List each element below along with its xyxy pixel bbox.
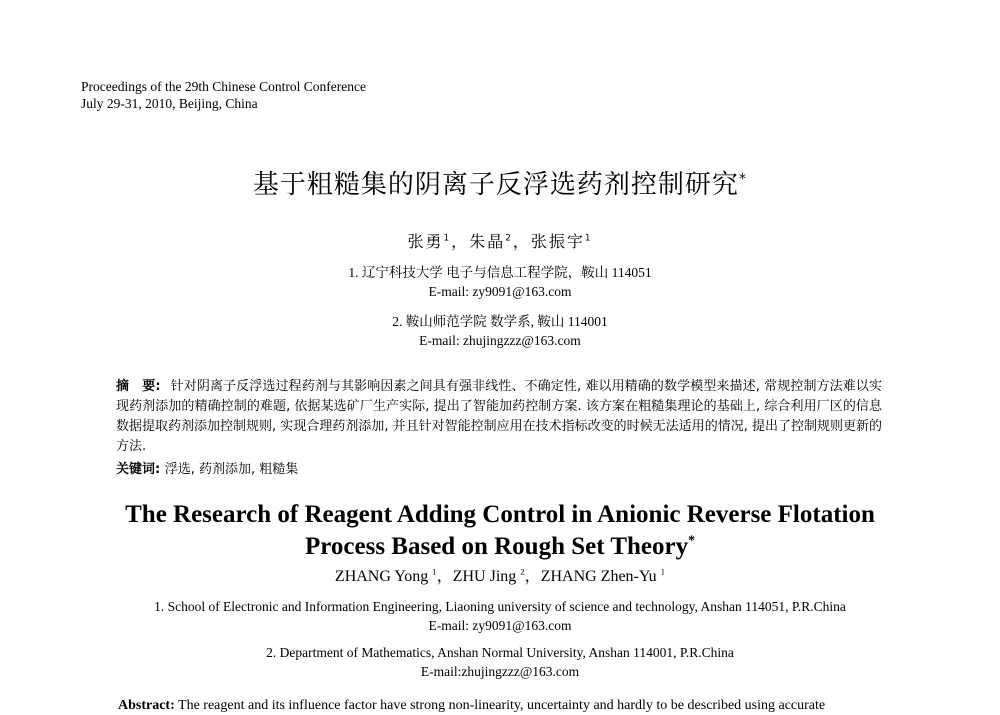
chinese-keywords: 关键词: 浮选, 药剂添加, 粗糙集 xyxy=(116,462,299,477)
abstract-text: 针对阴离子反浮选过程药剂与其影响因素之间具有强非线性、不确定性, 难以用精确的数学模型来描述, 常规控制方法难以实现药剂添加的精确控制的难题, 依据某选矿厂生产实际, 提出了智能加药控制方案. 该方案在粗糙集理论的基础上, 综合利用厂区的信息数据提取药剂添加控制规则, 实现合理药剂添加, 并且针对智能控制应用在技术指标改变的时候无法适用的情况, 提出了控制规则更新的方法. xyxy=(116,379,882,454)
keywords-text: 浮选, 药剂添加, 粗糙集 xyxy=(164,462,299,477)
english-authors xyxy=(0,563,1000,586)
author-name: ZHANG Zhen-Yu xyxy=(540,568,657,585)
english-affiliation-2 xyxy=(0,643,1000,681)
english-title-line-2: Process Based on Rough Set Theory xyxy=(304,533,689,560)
affiliation-email: E-mail: zy9091@163.com xyxy=(428,618,572,633)
affiliation-text: 1. School of Electronic and Information Engineering, Liaoning university of science and technology, Anshan 114051, P.R.China xyxy=(154,599,846,614)
chinese-affiliation-1 xyxy=(0,263,1000,301)
author-affiliation-mark: 1 xyxy=(584,233,593,244)
title-footnote-mark: * xyxy=(738,171,748,188)
author-affiliation-mark: 2 xyxy=(520,566,525,577)
abstract-label: Abstract: xyxy=(118,698,175,713)
affiliation-email: E-mail: zhujingzzz@163.com xyxy=(419,333,581,348)
conference-header xyxy=(81,78,366,112)
author-affiliation-mark: 1 xyxy=(660,566,666,577)
conference-date-location: July 29-31, 2010, Beijing, China xyxy=(81,96,258,111)
affiliation-email: E-mail:zhujingzzz@163.com xyxy=(420,664,580,679)
author-affiliation-mark: 2 xyxy=(505,233,513,244)
author-name: 张振宇 xyxy=(530,232,585,251)
author-separator: ， xyxy=(436,568,453,585)
chinese-title xyxy=(0,164,1000,201)
affiliation-email: E-mail: zy9091@163.com xyxy=(428,284,572,299)
author-name: 朱晶 xyxy=(469,232,506,251)
title-footnote-mark: * xyxy=(688,532,695,548)
author-separator: ， xyxy=(451,232,470,251)
author-affiliation-mark: 1 xyxy=(443,233,452,244)
author-separator: ， xyxy=(512,232,531,251)
author-name: 张勇 xyxy=(407,232,444,251)
affiliation-text: 2. 鞍山师范学院 数学系, 鞍山 114001 xyxy=(392,314,608,329)
abstract-label: 摘 要 xyxy=(116,379,156,394)
english-title-line-1: The Research of Reagent Adding Control in Anionic Reverse Flotation xyxy=(125,501,875,528)
abstract-text: The reagent and its influence factor have strong non-linearity, uncertainty and hardly to be described using accurate xyxy=(178,698,826,713)
author-name: ZHU Jing xyxy=(452,568,517,585)
english-title xyxy=(0,499,1000,563)
affiliation-text: 1. 辽宁科技大学 电子与信息工程学院，鞍山 114051 xyxy=(348,265,652,280)
keywords-label: 关键词 xyxy=(116,462,156,477)
author-affiliation-mark: 1 xyxy=(432,566,437,577)
chinese-abstract: 摘 要: 针对阴离子反浮选过程药剂与其影响因素之间具有强非线性、不确定性, 难以用精确的数学模型来描述, 常规控制方法难以实现药剂添加的精确控制的难题, 依据某选矿厂生产实际, 提出了智能加药控制方案. 该方案在粗糙集理论的基础上, 综合利用厂区的信息数据提取药剂添加控制规则, 实现合理药剂添加, 并且针对智能控制应用在技术指标改变的时候无法适用的情况, 提出了控制规则更新的方法. xyxy=(116,379,882,454)
chinese-authors xyxy=(0,229,1000,252)
conference-name: Proceedings of the 29th Chinese Control Conference xyxy=(81,79,366,94)
english-affiliation-1 xyxy=(0,597,1000,635)
affiliation-text: 2. Department of Mathematics, Anshan Normal University, Anshan 114001, P.R.China xyxy=(266,645,734,660)
author-name: ZHANG Yong xyxy=(334,568,429,585)
chinese-affiliation-2 xyxy=(0,312,1000,350)
english-abstract xyxy=(118,697,913,715)
author-separator: ， xyxy=(524,568,541,585)
chinese-title-text: 基于粗糙集的阴离子反浮选药剂控制研究 xyxy=(252,170,739,200)
